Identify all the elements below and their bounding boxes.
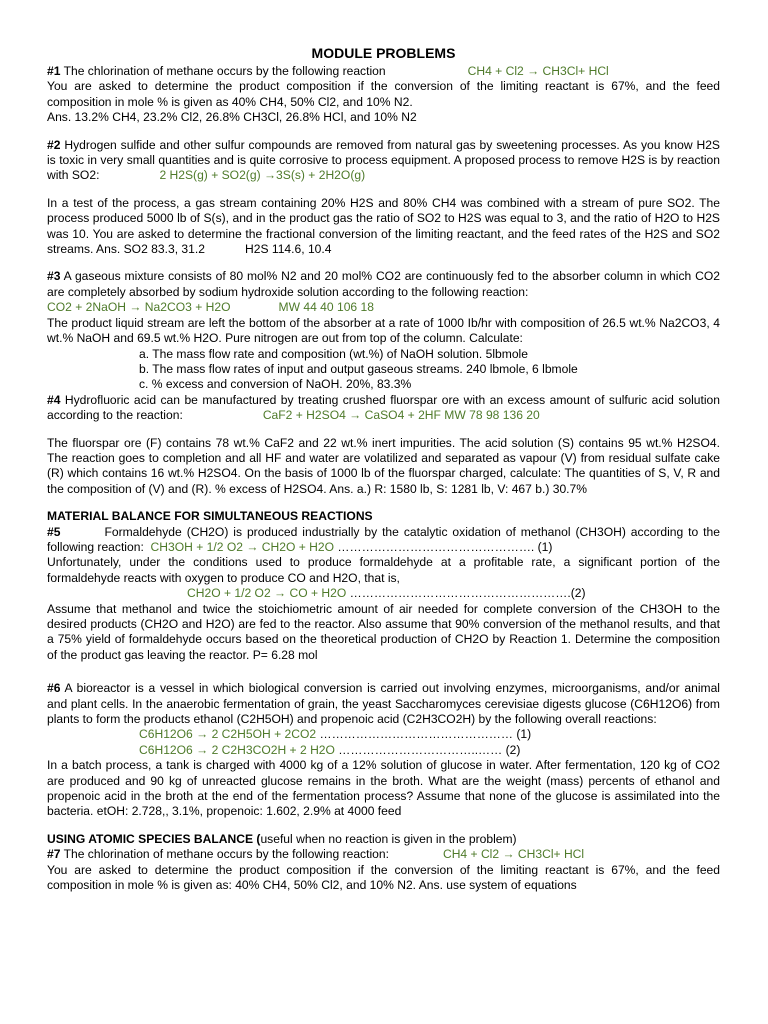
reaction-equation-2: CH2O + 1/2 O2 → CO + H2O — [187, 586, 347, 601]
reaction-equation: 2 H2S(g) + SO2(g) →3S(s) + 2H2O(g) — [159, 168, 366, 183]
problem-number: #2 — [47, 137, 61, 152]
problem-6-equation-2: C6H12O6 → 2 C2H3CO2H + 2 H2O ……………………………..…… (2) — [139, 742, 521, 757]
reaction-equation-1: CH3OH + 1/2 O2 → CH2O + H2O — [150, 539, 335, 554]
problem-number: #6 — [47, 681, 61, 696]
problem-5-body-2: Assume that methanol and twice the stoichiometric amount of air needed for complete conversion of the CH3OH to the desired products (CH2O and H2O) are fed to the reactor. Also assume that 90% conversion of the methanol results, and that a 75% yield of formaldehyde occurs based on the theoretical production of CH2O by Reaction 1. Determine the composition of the product gas leaving the reactor. P= 6.28 mol — [47, 601, 720, 662]
reaction-equation: CH4 + Cl2 → CH3Cl+ HCl — [442, 847, 585, 862]
problem-1-answer: Ans. 13.2% CH4, 23.2% Cl2, 26.8% CH3Cl, 26.8% HCl, and 10% N2 — [47, 110, 417, 125]
problem-3-item-b: b. The mass flow rates of input and output gaseous streams. 240 lbmole, 6 lbmole — [139, 361, 578, 376]
page-title: MODULE PROBLEMS — [311, 45, 456, 61]
problem-1: #1 The chlorination of methane occurs by the following reaction CH4 + Cl2 → CH3Cl+ HCl — [47, 64, 609, 78]
reaction-equation-1: C6H12O6 → 2 C2H5OH + 2CO2 — [139, 727, 317, 742]
reaction-equation-2: C6H12O6 → 2 C2H3CO2H + 2 H2O — [139, 742, 335, 757]
problem-1-body: You are asked to determine the product composition if the conversion of the limiting reactant is 67%, and the feed composition in mole % is given as 40% CH4, 50% Cl2, and 10% N2. — [47, 79, 720, 109]
reaction-equation: CaF2 + H2SO4 → CaSO4 + 2HF MW 78 98 136 20 — [262, 408, 540, 423]
problem-3-body: The product liquid stream are left the bottom of the absorber at a rate of 1000 Ib/hr with composition of 26.5 wt.% Na2CO3, 4 wt.% NaOH and 69.5 wt.% H2O. Pure nitrogen are out from top of the column. Calculate: — [47, 315, 720, 346]
problem-6-equation-1: C6H12O6 → 2 C2H5OH + 2CO2 ………………………………………… (1) — [139, 727, 532, 742]
problem-number: #3 — [47, 269, 61, 284]
problem-2-body: In a test of the process, a gas stream containing 20% H2S and 80% CH4 was combined with a stream of pure SO2. The process produced 5000 lb of S(s), and in the product gas the ratio of SO2 to H2S was equal to 3, and the ratio of H2O to H2S was 10. You are asked to determine the fractional conversion of the limiting reactant, and the feed rates of the H2S and SO2 streams. Ans. SO2 83.3, 31.2 H2S 114.6, 10.4 — [47, 195, 720, 257]
problem-number: #5 — [47, 524, 61, 539]
problem-2-answer-tail: H2S 114.6, 10.4 — [244, 242, 332, 257]
problem-number: #1 — [47, 64, 61, 78]
reaction-equation: CH4 + Cl2 → CH3Cl+ HCl — [467, 64, 609, 78]
problem-3-item-c: c. % excess and conversion of NaOH. 20%, 83.3% — [139, 377, 412, 392]
problem-5-equation-2: CH2O + 1/2 O2 → CO + H2O ……………………………………………….(2) — [187, 586, 586, 601]
section-heading-atomic: USING ATOMIC SPECIES BALANCE (useful when no reaction is given in the problem) — [47, 831, 517, 846]
problem-7: #7 The chlorination of methane occurs by the following reaction: CH4 + Cl2 → CH3Cl+ HCl — [47, 847, 585, 862]
problem-4: #4 Hydrofluoric acid can be manufactured by treating crushed fluorspar ore with an excess amount of sulfuric acid solution according to the reaction: CaF2 + H2SO4 → CaSO4 + 2HF MW 78 98 136 20 — [47, 392, 720, 423]
problem-6: #6 A bioreactor is a vessel in which biological conversion is carried out involving enzymes, microorganisms, and/or animal and plant cells. In the anaerobic fermentation of grain, the yeast Saccharomyces cerevisiae digests glucose (C6H12O6) from plants to form the products ethanol (C2H5OH) and propenoic acid (C2H3CO2H) by the following overall reactions: — [47, 681, 720, 727]
problem-5-body-1: Unfortunately, under the conditions used to produce formaldehyde at a profitable rate, a significant portion of the formaldehyde reacts with oxygen to produce CO and H2O, that is, — [47, 555, 720, 585]
problem-7-body: You are asked to determine the product composition if the conversion of the limiting reactant is 67%, and the feed composition in mole % is given as: 40% CH4, 50% Cl2, and 10% N2. Ans. use system of equations — [47, 862, 720, 893]
reaction-equation: CO2 + 2NaOH → Na2CO3 + H2O — [47, 300, 231, 315]
problem-4-body: The fluorspar ore (F) contains 78 wt.% CaF2 and 22 wt.% inert impurities. The acid solution (S) contains 95 wt.% H2SO4. The reaction goes to completion and all HF and water are volatilized and separated as vapour (V) from residual sulfate cake (R) which contains 16 wt.% H2SO4. On the basis of 1000 lb of the fluorspar charged, calculate: The quantities of S, V, R and the composition of (V) and (R). % excess of H2SO4. Ans. a.) R: 1580 lb, S: 1281 lb, V: 467 b.) 30.7% — [47, 435, 720, 496]
problem-3: #3 A gaseous mixture consists of 80 mol% N2 and 20 mol% CO2 are continuously fed to the absorber column in which CO2 are completely absorbed by sodium hydroxide solution according to the following reaction: — [47, 269, 720, 299]
molecular-weights: MW 44 40 106 18 — [278, 300, 374, 315]
problem-6-body: In a batch process, a tank is charged with 4000 kg of a 12% solution of glucose in water. After fermentation, 120 kg of CO2 are produced and 90 kg of unreacted glucose remains in the broth. What are the weight (mass) percents of ethanol and propenoic acid in the broth at the end of the fermentation process? Assume that none of the glucose is assimilated into the bacteria. etOH: 2.728,, 3.1%, propenoic: 1.602, 2.9% at 4000 feed — [47, 758, 720, 819]
problem-2: #2 Hydrogen sulfide and other sulfur compounds are removed from natural gas by sweetening processes. As you know H2S is toxic in very small quantities and is quite corrosive to process equipment. A proposed process to remove H2S is by reaction with SO2: 2 H2S(g) + SO2(g) →3S(s) + 2H2O(g) — [47, 137, 720, 183]
problem-3-equation-line — [47, 300, 720, 315]
problem-5: #5 Formaldehyde (CH2O) is produced industrially by the catalytic oxidation of methanol (CH3OH) according to the following reaction: CH3OH + 1/2 O2 → CH2O + H2O …………………………………………. (1) — [47, 524, 720, 554]
problem-3-item-a: a. The mass flow rate and composition (wt.%) of NaOH solution. 5lbmole — [139, 346, 528, 361]
problem-number: #7 — [47, 847, 61, 862]
section-heading-simultaneous: MATERIAL BALANCE FOR SIMULTANEOUS REACTIONS — [47, 509, 373, 524]
problem-number: #4 — [47, 392, 61, 407]
